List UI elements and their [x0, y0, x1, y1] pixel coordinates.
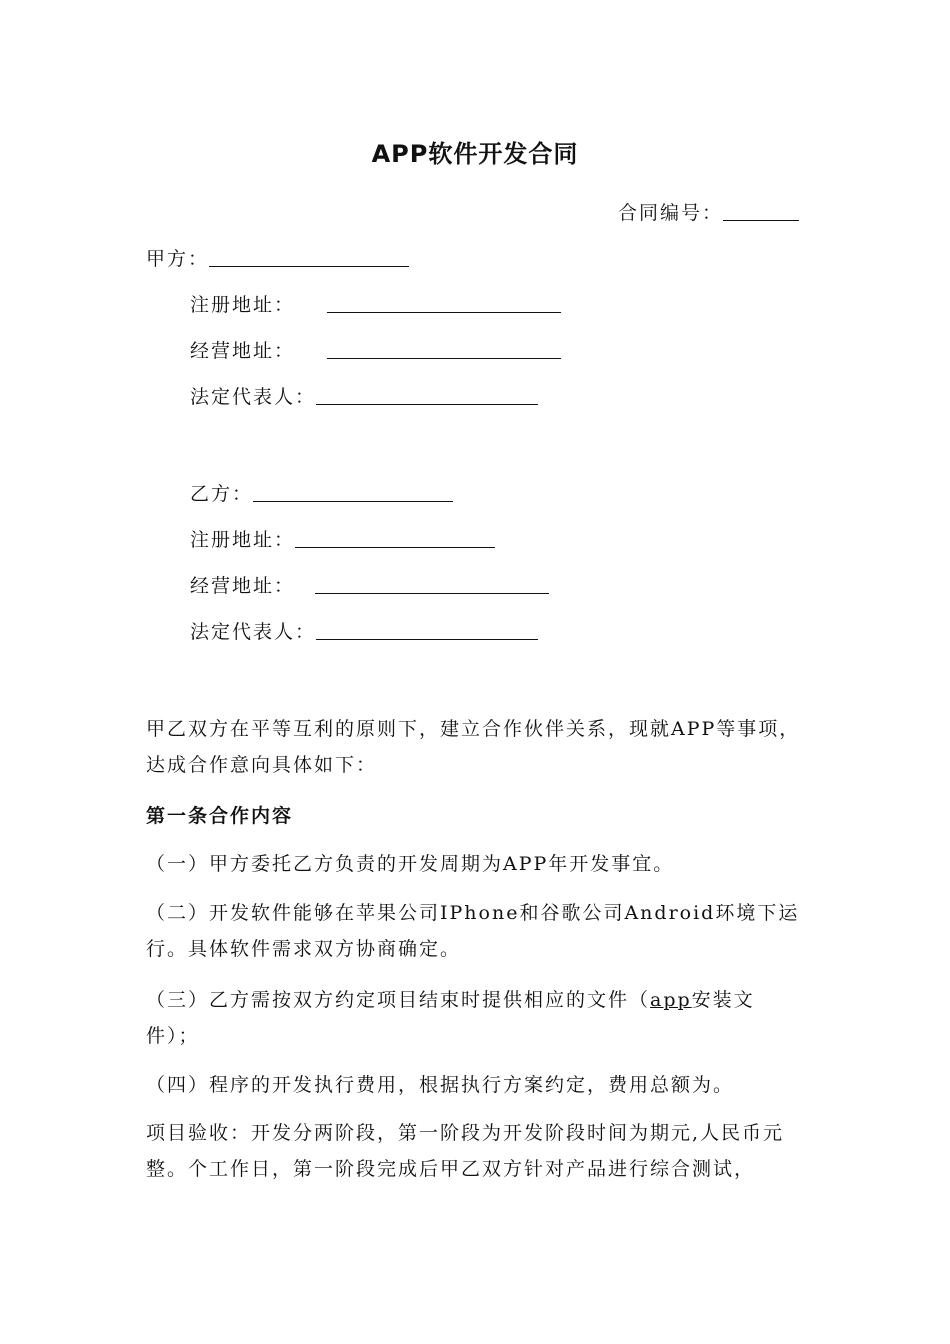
party-a-reg-addr-label: 注册地址：	[190, 294, 296, 316]
clause-4: （四）程序的开发执行费用，根据执行方案约定，费用总额为。	[146, 1074, 735, 1096]
party-b-blank	[253, 481, 453, 502]
clause-3-text-a: （三）乙方需按双方约定项目结束时提供相应的文件（	[146, 989, 651, 1011]
article-1-heading: 第一条合作内容	[146, 805, 294, 827]
party-a-blank	[209, 246, 409, 267]
clause-3	[146, 982, 806, 1054]
party-b-legal-rep-label: 法定代表人：	[190, 621, 317, 643]
intro-paragraph: 甲乙双方在平等互利的原则下，建立合作伙伴关系，现就APP等事项，达成合作意向具体如下：	[146, 718, 801, 776]
party-b-row	[190, 476, 453, 512]
party-a-reg-addr-row	[190, 287, 561, 323]
party-a-reg-addr-blank	[327, 292, 561, 313]
clause-1: （一）甲方委托乙方负责的开发周期为APP年开发事宜。	[146, 853, 675, 875]
party-b-biz-addr-label: 经营地址：	[190, 575, 296, 597]
party-b-legal-rep-blank	[316, 619, 538, 640]
party-a-biz-addr-label: 经营地址：	[190, 340, 296, 362]
contract-number-label: 合同编号：	[618, 202, 724, 224]
acceptance-paragraph: 项目验收：开发分两阶段，第一阶段为开发阶段时间为期元,人民币元整。个工作日，第一阶段完成后甲乙双方针对产品进行综合测试，	[146, 1122, 785, 1180]
clause-3-text-b: 安装文件）；	[146, 989, 755, 1047]
party-a-biz-addr-row	[190, 333, 561, 369]
party-b-legal-rep-row	[190, 614, 538, 650]
contract-number-row	[618, 195, 799, 231]
party-a-label: 甲方：	[146, 248, 210, 270]
clause-3-app-link[interactable]: app	[650, 989, 692, 1011]
party-a-legal-rep-blank	[316, 384, 538, 405]
party-b-reg-addr-blank	[295, 527, 495, 548]
party-b-reg-addr-label: 注册地址：	[190, 529, 296, 551]
party-a-legal-rep-row	[190, 379, 538, 415]
contract-number-blank	[723, 200, 799, 221]
party-a-row	[146, 241, 409, 277]
party-a-biz-addr-blank	[327, 338, 561, 359]
clause-2: （二）开发软件能够在苹果公司IPhone和谷歌公司Android环境下运行。具体软件需求双方协商确定。	[146, 902, 800, 960]
party-b-biz-addr-blank	[315, 573, 549, 594]
document-title: APP软件开发合同	[371, 140, 579, 168]
party-b-reg-addr-row	[190, 522, 495, 558]
party-a-legal-rep-label: 法定代表人：	[190, 386, 317, 408]
party-b-label: 乙方：	[190, 483, 254, 505]
party-b-biz-addr-row	[190, 568, 549, 604]
